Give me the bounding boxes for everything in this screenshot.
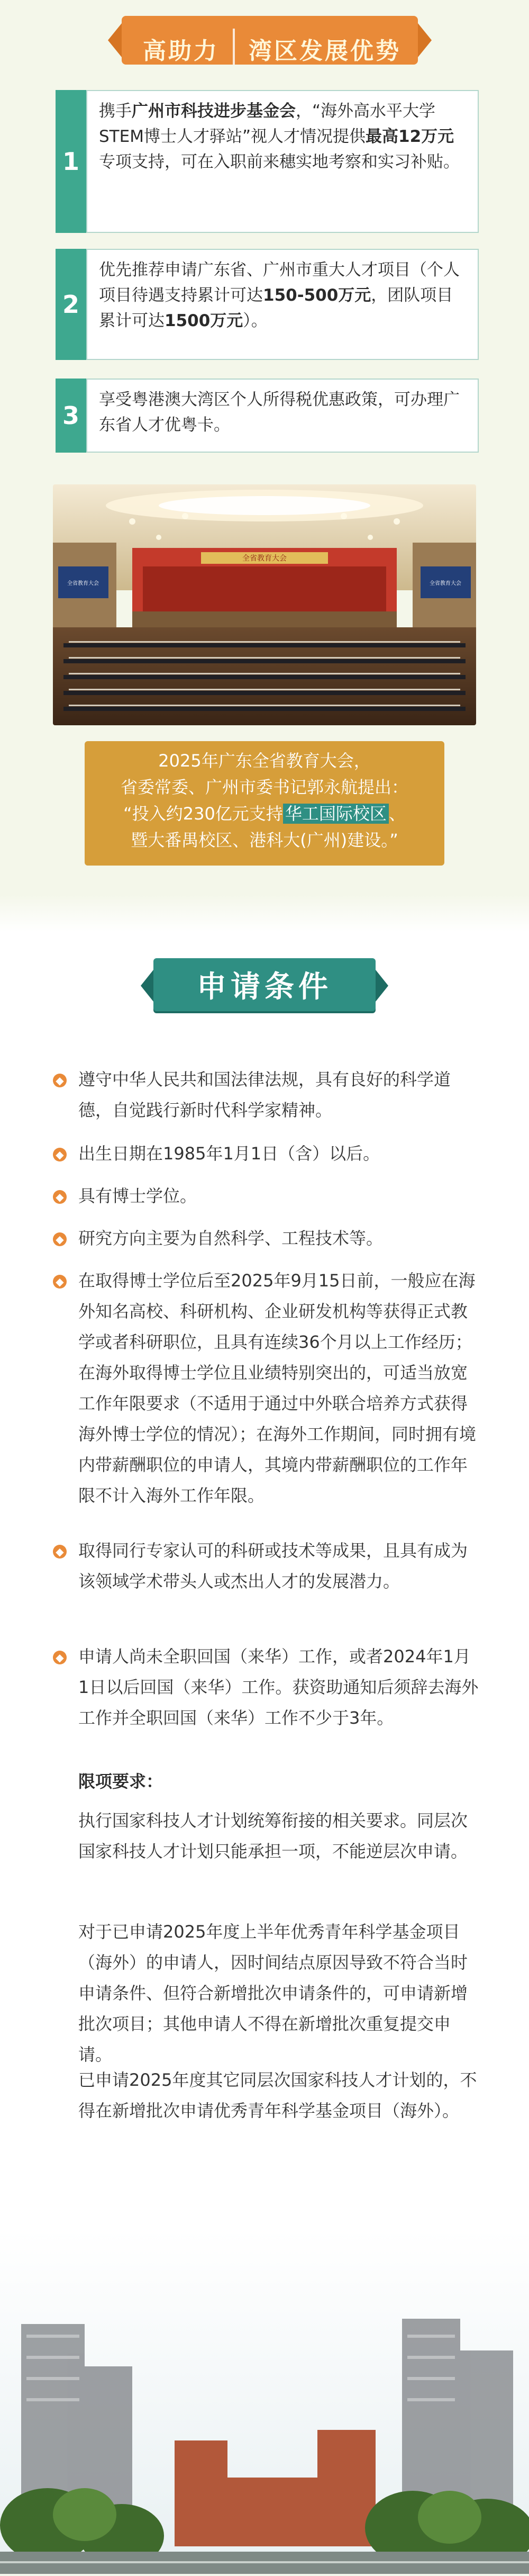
condition-item: ◆ 出生日期在1985年1月1日（含）以后。: [53, 1138, 479, 1169]
diamond-bullet-icon: ◆: [53, 1148, 67, 1161]
diamond-bullet-icon: ◆: [53, 1545, 67, 1559]
item-text: [86, 249, 479, 360]
limit-paragraph: 执行国家科技人才计划统筹衔接的相关要求。同层次国家科技人才计划只能承担一项，不能逆层次申请。: [78, 1811, 468, 1861]
body-text: ，团队项目累计可达: [99, 286, 453, 330]
item-number: 2: [56, 249, 86, 360]
title-divider: [233, 29, 235, 65]
advantage-item-3: [56, 379, 479, 453]
body-text: 专项支持，可在入职前来穗实地考察和实习补贴。: [99, 152, 460, 172]
conference-hall-illustration: [53, 484, 476, 725]
body-text: ）。: [243, 311, 268, 330]
caption-line-3: “投入约230亿元支持 华工国际校区 、: [123, 804, 406, 824]
conditions-section: [0, 932, 529, 2574]
highlight-text: 最高12万元: [366, 127, 454, 146]
caption-highlight: 华工国际校区: [283, 804, 389, 824]
caption-line-4: 暨大番禺校区、港科大(广州)建设。”: [131, 830, 398, 850]
caption-line-1: 2025年广东全省教育大会，: [158, 751, 371, 771]
item-number: 3: [56, 379, 86, 453]
campus-buildings-illustration: [0, 2229, 529, 2574]
diamond-bullet-icon: ◆: [53, 1232, 67, 1246]
condition-item: ◆ 遵守中华人民共和国法律法规，具有良好的科学道德，自觉践行新时代科学家精神。: [53, 1064, 479, 1125]
title-right: 湾区发展优势: [249, 38, 401, 65]
svg-text:全省教育大会: 全省教育大会: [430, 581, 461, 587]
conditions-title-text: 申请条件: [197, 970, 332, 1004]
limits-title: 限项要求：: [78, 1771, 163, 1791]
title-ribbon: [122, 16, 418, 65]
diamond-bullet-icon: ◆: [53, 1275, 67, 1289]
item-number: 1: [56, 90, 86, 233]
advantages-section: [0, 0, 529, 895]
title-ribbon: [153, 958, 376, 1011]
highlight-text: 150-500万元: [263, 286, 371, 305]
condition-item: ◆ 取得同行专家认可的科研或技术等成果，且具有成为该领域学术带头人或杰出人才的发展潜力。: [53, 1535, 479, 1597]
caption-line-2: 省委常委、广州市委书记郭永航提出：: [120, 777, 408, 797]
limit-paragraph: 已申请2025年度其它同层次国家科技人才计划的，不得在新增批次申请优秀青年科学基金项目（海外）。: [78, 2070, 477, 2121]
limit-paragraph: 对于已申请2025年度上半年优秀青年科学基金项目（海外）的申请人，因时间结点原因导致不符合当时申请条件、但符合新增批次申请条件的，可申请新增批次项目；其他申请人不得在新增批次重复提交申请。: [78, 1922, 468, 2065]
diamond-bullet-icon: ◆: [53, 1074, 67, 1087]
body-text: ，“海外高水平大学STEM博士人才驿站”视人才情况提供: [99, 102, 436, 146]
advantage-item-1: [56, 90, 479, 233]
conference-photo: [53, 484, 476, 725]
body-text: 享受粤港澳大湾区个人所得税优惠政策，可办理广东省人才优粤卡。: [99, 390, 460, 435]
condition-item: ◆ 具有博士学位。: [53, 1181, 479, 1211]
body-text: 携手: [99, 102, 132, 121]
item-text: [86, 90, 479, 233]
advantages-title: [122, 10, 418, 68]
svg-text:全省教育大会: 全省教育大会: [67, 581, 99, 587]
advantage-item-2: [56, 249, 479, 360]
body-text: 优先推荐申请广东省、广州市重大人才项目（个人项目待遇支持累计可达: [99, 260, 460, 305]
highlight-text: 广州市科技进步基金会: [132, 102, 296, 121]
highlight-text: 1500万元: [165, 311, 243, 330]
title-left: 高助力: [143, 38, 219, 65]
condition-item: ◆ 研究方向主要为自然科学、工程技术等。: [53, 1223, 479, 1254]
condition-item: ◆ 申请人尚未全职回国（来华）工作，或者2024年1月1日以后回国（来华）工作。获资助通知后须辞去海外工作并全职回国（来华）工作不少于3年。: [53, 1641, 479, 1733]
item-text: [86, 379, 479, 453]
svg-text:全省教育大会: 全省教育大会: [242, 554, 287, 563]
condition-item: ◆ 在取得博士学位后至2025年9月15日前，一般应在海外知名高校、科研机构、企业研发机构等获得正式教学或者科研职位，且具有连续36个月以上工作经历；在海外取得博士学位且业绩特别突出的，可适当放宽工作年限要求（不适用于通过中外联合培养方式获得海外博士学位的情况）；在海外工作期间，同时拥有境内带薪酬职位的申请人，其境内带薪酬职位的工作年限不计入海外工作年限。: [53, 1265, 479, 1511]
conference-caption: [85, 741, 444, 866]
campus-illustration: [0, 2229, 529, 2574]
diamond-bullet-icon: ◆: [53, 1190, 67, 1204]
section-divider: [0, 895, 529, 932]
diamond-bullet-icon: ◆: [53, 1651, 67, 1664]
conditions-title: [153, 958, 376, 1016]
